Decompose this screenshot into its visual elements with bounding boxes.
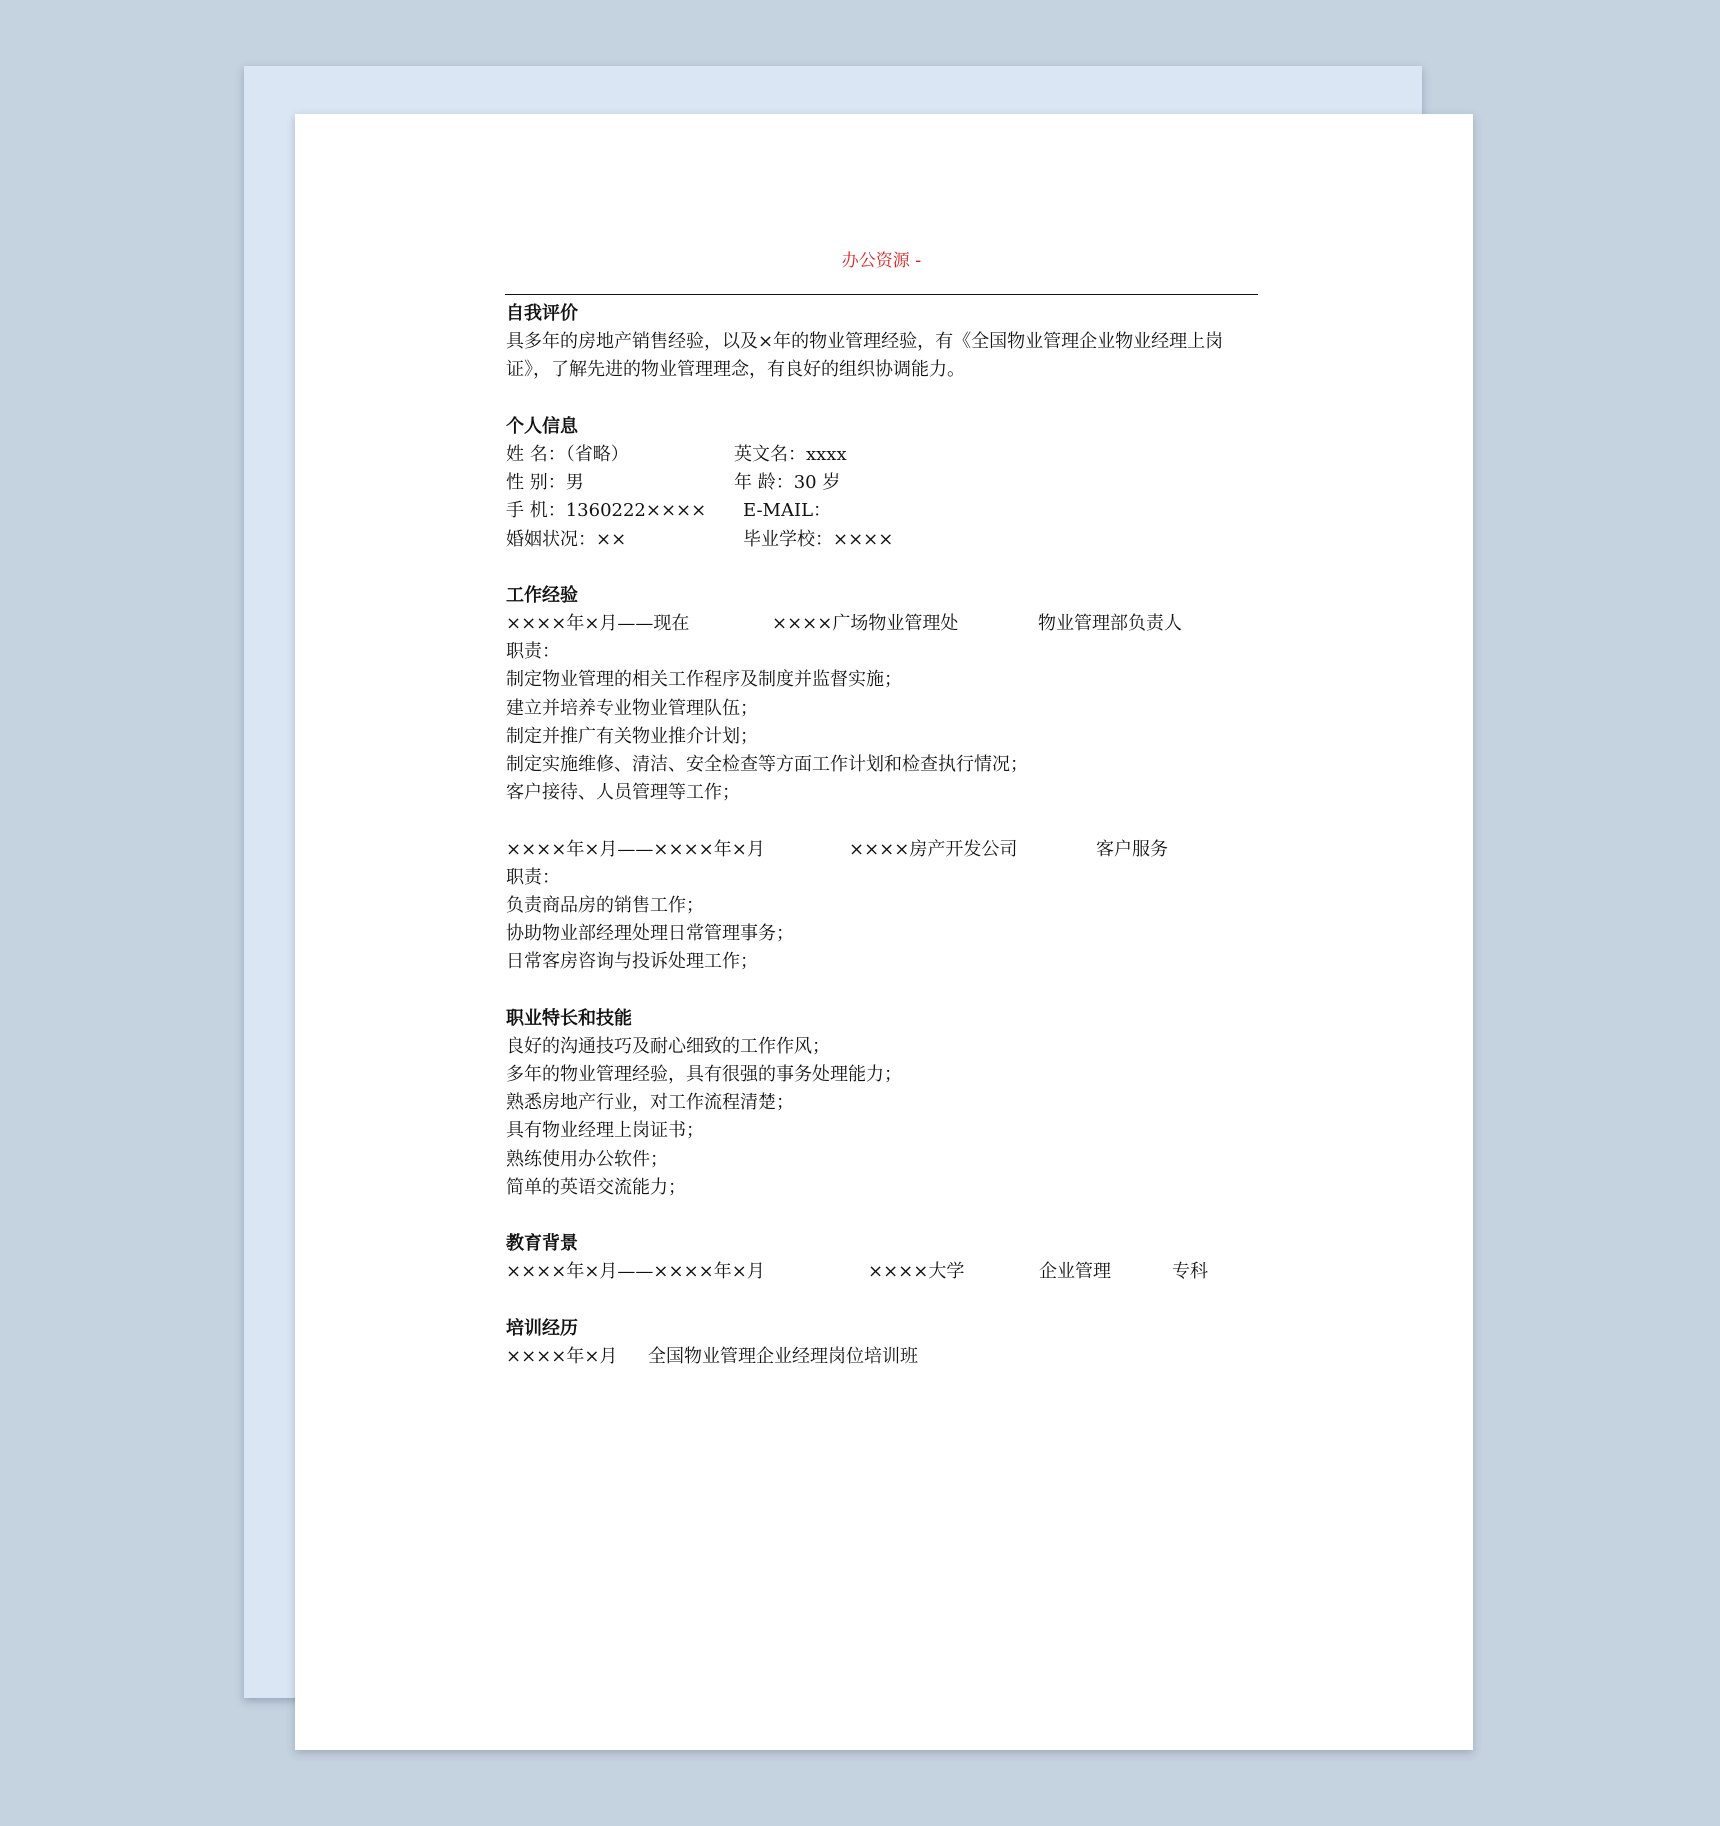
job-period: ××××年×月——现在 <box>506 613 690 635</box>
skill-item: 多年的物业管理经验，具有很强的事务处理能力； <box>506 1064 902 1086</box>
personal-english-name: 英文名：xxxx <box>734 443 847 465</box>
document-header: 办公资源 - <box>841 251 922 271</box>
personal-row <box>506 497 1266 525</box>
job-summary <box>506 610 1266 638</box>
section-heading-personal: 个人信息 <box>506 415 578 437</box>
job-position: 客户服务 <box>1096 838 1168 860</box>
job-company: ××××广场物业管理处 <box>772 613 959 635</box>
section-heading-training: 培训经历 <box>506 1317 578 1339</box>
personal-row <box>506 526 1266 554</box>
job-company: ××××房产开发公司 <box>849 838 1018 860</box>
education-row <box>506 1258 1266 1286</box>
job-duty-item: 协助物业部经理处理日常管理事务； <box>506 923 794 945</box>
job-summary <box>506 836 1266 864</box>
personal-row <box>506 441 1266 469</box>
education-degree: 专科 <box>1172 1261 1208 1283</box>
header-divider <box>505 294 1258 295</box>
section-heading-work: 工作经验 <box>506 584 578 606</box>
job-duty-item: 日常客房咨询与投诉处理工作； <box>506 951 758 973</box>
training-course: 全国物业管理企业经理岗位培训班 <box>648 1345 918 1367</box>
skill-item: 熟悉房地产行业，对工作流程清楚； <box>506 1092 794 1114</box>
job-position: 物业管理部负责人 <box>1038 613 1182 635</box>
training-row <box>506 1343 1266 1371</box>
education-major: 企业管理 <box>1039 1261 1111 1283</box>
section-heading-self-eval: 自我评价 <box>506 303 578 324</box>
skill-item: 简单的英语交流能力； <box>506 1176 686 1198</box>
skill-item: 熟练使用办公软件； <box>506 1148 668 1170</box>
personal-email: E-MAIL： <box>743 500 832 522</box>
job-duties-label: 职责： <box>506 641 560 663</box>
section-heading-skills: 职业特长和技能 <box>506 1007 632 1029</box>
education-school: ××××大学 <box>868 1261 965 1283</box>
section-heading-education: 教育背景 <box>506 1233 578 1255</box>
self-eval-text: 具多年的房地产销售经验，以及×年的物业管理经验，有《全国物业管理企业物业经理上岗证》，了解先进的物业管理理念，有良好的组织协调能力。 <box>506 331 1224 381</box>
skill-item: 良好的沟通技巧及耐心细致的工作作风； <box>506 1035 830 1057</box>
job-duties-label: 职责： <box>506 866 560 888</box>
job-duty-item: 建立并培养专业物业管理队伍； <box>506 697 758 719</box>
job-duty-item: 客户接待、人员管理等工作； <box>506 782 740 804</box>
document-page <box>295 114 1473 1750</box>
personal-row <box>506 469 1266 497</box>
personal-marital-status: 婚姻状况：×× <box>506 528 627 550</box>
job-duty-item: 制定并推广有关物业推介计划； <box>506 725 758 747</box>
job-duty-item: 负责商品房的销售工作； <box>506 894 704 916</box>
personal-name: 姓 名：（省略） <box>506 443 629 465</box>
personal-phone: 手 机：1360222×××× <box>506 500 707 522</box>
resume-content <box>506 300 1266 1371</box>
personal-age: 年 龄：30 岁 <box>734 472 841 494</box>
personal-school: 毕业学校：×××× <box>743 528 894 550</box>
job-duty-item: 制定物业管理的相关工作程序及制度并监督实施； <box>506 669 902 691</box>
education-period: ××××年×月——××××年×月 <box>506 1261 765 1283</box>
job-duty-item: 制定实施维修、清洁、安全检查等方面工作计划和检查执行情况； <box>506 754 1028 776</box>
job-period: ××××年×月——××××年×月 <box>506 838 765 860</box>
skill-item: 具有物业经理上岗证书； <box>506 1120 704 1142</box>
training-period: ××××年×月 <box>506 1345 618 1367</box>
personal-gender: 性 别：男 <box>506 472 584 494</box>
